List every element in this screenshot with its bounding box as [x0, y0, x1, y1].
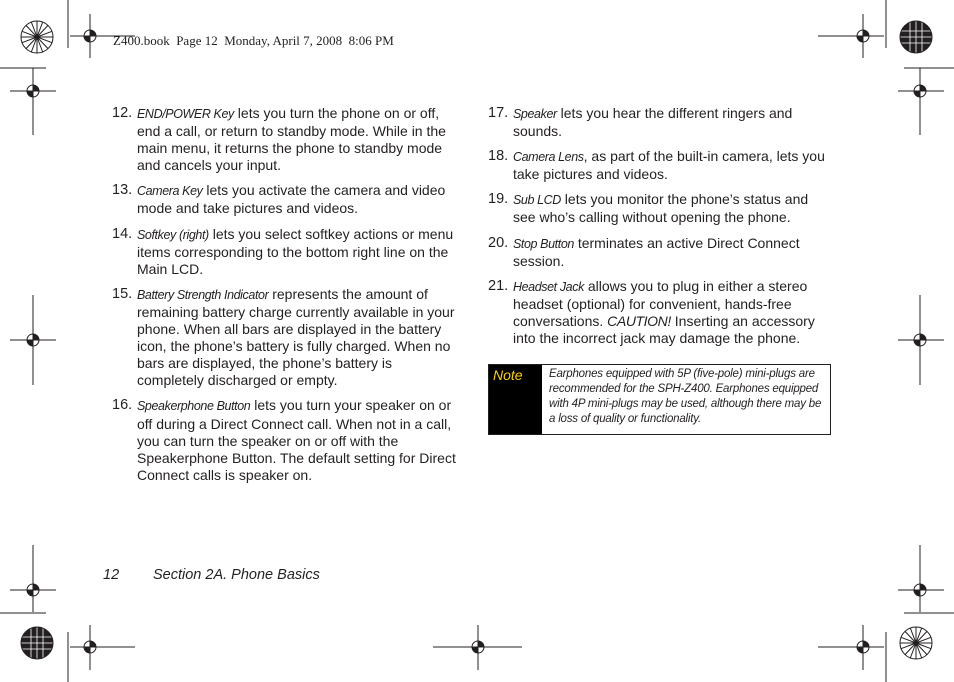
- item-text: lets you monitor the phone’s status and see who’s calling without opening the phone.: [513, 191, 809, 226]
- item-text: represents the amount of remaining battery charge currently available in your phone. When all bars are displayed in the battery icon, the phone’s battery is fully charged. When no bars are displayed, the phone’s battery is completely discharged or empty.: [137, 285, 455, 389]
- item-text: lets you activate the camera and video mode and take pictures and videos.: [137, 182, 446, 217]
- item-text: , as part of the built-in camera, lets you take pictures and videos.: [513, 148, 825, 183]
- item-term: Headset Jack: [513, 279, 584, 294]
- page-number: 12: [103, 567, 120, 583]
- left-column: [108, 105, 460, 492]
- list-item: [108, 105, 460, 174]
- item-term: Speakerphone Button: [137, 399, 251, 414]
- list-item: [484, 105, 834, 140]
- item-number: 21.: [488, 277, 509, 294]
- note-box: [488, 364, 831, 435]
- list-item: [484, 148, 834, 183]
- list-item: [108, 182, 460, 217]
- list-item: [484, 278, 834, 347]
- item-number: 12.: [112, 105, 133, 121]
- item-term: END/POWER Key: [137, 107, 234, 121]
- item-number: 18.: [488, 148, 509, 165]
- item-text: lets you turn the phone on or off, end a call, or return to standby mode. While in the main menu, it returns the phone to standby mode and cancels your input.: [137, 105, 446, 174]
- caution-label: CAUTION!: [607, 312, 671, 329]
- item-number: 15.: [112, 285, 133, 302]
- item-number: 19.: [488, 191, 509, 208]
- item-number: 20.: [488, 234, 509, 251]
- item-term: Sub LCD: [513, 193, 561, 208]
- item-term: Camera Key: [137, 184, 203, 199]
- item-term: Camera Lens: [513, 150, 584, 165]
- list-item: [484, 191, 834, 226]
- item-number: 13.: [112, 182, 133, 199]
- item-number: 14.: [112, 225, 133, 242]
- list-item: [108, 397, 460, 483]
- right-column: [484, 105, 834, 355]
- section-title: Section 2A. Phone Basics: [153, 567, 320, 583]
- item-text: lets you select softkey actions or menu items corresponding to the bottom right line on the Main LCD.: [137, 225, 454, 277]
- item-number: 17.: [488, 105, 509, 121]
- list-item: [108, 226, 460, 278]
- list-item: [108, 286, 460, 390]
- item-text: lets you hear the different ringers and sounds.: [513, 105, 793, 140]
- item-text: terminates an active Direct Connect session.: [513, 234, 800, 269]
- item-term: Battery Strength Indicator: [137, 287, 269, 302]
- item-number: 16.: [112, 397, 133, 414]
- list-item: [484, 235, 834, 270]
- item-text: lets you turn your speaker on or off during a Direct Connect call. When not in a call, you can turn the speaker on or off with the Speakerphone Button. The default setting for Direct Connect calls is speaker on.: [137, 397, 456, 483]
- item-term: Softkey (right): [137, 227, 209, 242]
- item-term: Stop Button: [513, 236, 574, 251]
- note-label: Note: [489, 365, 542, 434]
- note-text: Earphones equipped with 5P (five-pole) mini-plugs are recommended for the SPH-Z400. Earphones equipped with 4P mini-plugs may be used, although there may be a loss of quality or functionality.: [549, 368, 822, 425]
- print-header: Z400.book Page 12 Monday, April 7, 2008 8:06 PM: [113, 33, 394, 48]
- item-text: allows you to plug in either a stereo headset (optional) for convenient, hands-free conversations.: [513, 277, 808, 329]
- item-term: Speaker: [513, 107, 557, 121]
- item-text-continued: Inserting an accessory into the incorrect jack may damage the phone.: [513, 312, 815, 347]
